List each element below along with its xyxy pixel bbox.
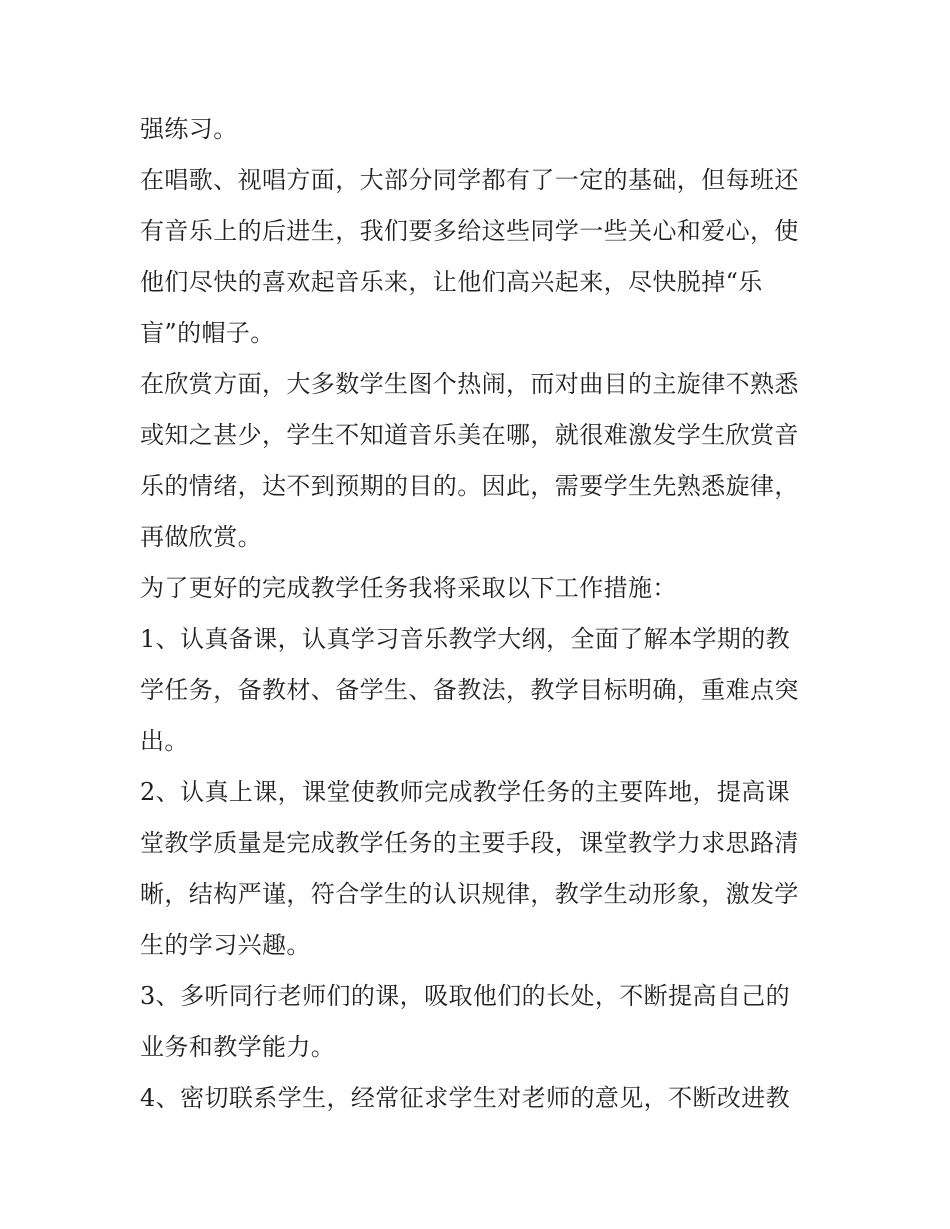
text-line: 强练习。: [140, 115, 238, 143]
paragraph-measures-intro: [140, 563, 815, 614]
document-body: [140, 104, 815, 1124]
text-line: 他们尽快的喜欢起音乐来，让他们高兴起来，尽快脱掉“乐: [140, 268, 763, 296]
text-line: 2、认真上课，课堂使教师完成教学任务的主要阵地，提高课: [140, 778, 791, 806]
list-item-2: [140, 767, 815, 971]
paragraph-singing: [140, 155, 815, 359]
text-line: 4、密切联系学生，经常征求学生对老师的意见，不断改进教: [140, 1084, 791, 1112]
text-line: 在唱歌、视唱方面，大部分同学都有了一定的基础，但每班还: [140, 166, 799, 194]
list-item-1: [140, 614, 815, 767]
text-line: 盲”的帽子。: [140, 319, 275, 347]
text-line: 生的学习兴趣。: [140, 931, 311, 959]
paragraph-appreciation: [140, 359, 815, 563]
text-line: 或知之甚少，学生不知道音乐美在哪，就很难激发学生欣赏音: [140, 421, 799, 449]
text-line: 业务和教学能力。: [140, 1033, 336, 1061]
text-line: 堂教学质量是完成教学任务的主要手段，课堂教学力求思路清: [140, 829, 799, 857]
text-line: 乐的情绪，达不到预期的目的。因此，需要学生先熟悉旋律，: [140, 472, 799, 500]
text-line: 有音乐上的后进生，我们要多给这些同学一些关心和爱心，使: [140, 217, 799, 245]
list-item-3: [140, 971, 815, 1073]
text-line: 在欣赏方面，大多数学生图个热闹，而对曲目的主旋律不熟悉: [140, 370, 799, 398]
text-line: 出。: [140, 727, 189, 755]
text-line: 再做欣赏。: [140, 523, 262, 551]
text-line: 为了更好的完成教学任务我将采取以下工作措施：: [140, 574, 677, 602]
paragraph-continuation: [140, 104, 815, 155]
text-line: 1、认真备课，认真学习音乐教学大纲，全面了解本学期的教: [140, 625, 791, 653]
text-line: 学任务，备教材、备学生、备教法，教学目标明确，重难点突: [140, 676, 799, 704]
text-line: 晰，结构严谨，符合学生的认识规律，教学生动形象，激发学: [140, 880, 799, 908]
list-item-4: [140, 1073, 815, 1124]
text-line: 3、多听同行老师们的课，吸取他们的长处，不断提高自己的: [140, 982, 791, 1010]
